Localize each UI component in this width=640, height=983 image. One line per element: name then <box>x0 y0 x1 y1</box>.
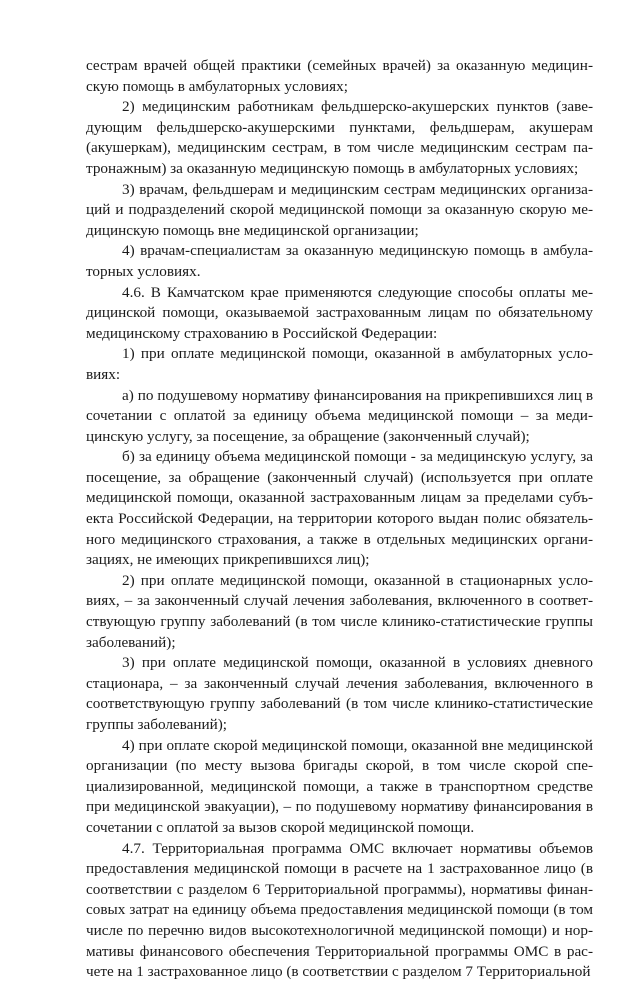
paragraph-item-4: 4) врачам-специалистам за оказанную медицинскую помощь в амбулаторных условиях. <box>86 242 593 280</box>
paragraph-payment-ambulance: 4) при оплате скорой медицинской помощи, оказанной вне медицинской организации (по месту вызова бригады скорой, в том числе скорой специализированной, медицинской помощи, а также в транспортном средстве при медицинской эвакуации), – по подушевому нормативу финансирования в сочетании с оплатой за вызов скорой медицинской помощи. <box>86 736 593 836</box>
paragraph-payment-outpatient: 1) при оплате медицинской помощи, оказанной в амбулаторных условиях: <box>86 345 593 383</box>
paragraph-item-2: 2) медицинским работникам фельдшерско-акушерских пунктов (заведующим фельдшерско-акушерскими пунктами, фельдшерам, акушерам (акушеркам), медицинским сестрам, в том числе медицинским сестрам патронажным) за оказанную медицинскую помощь в амбулаторных условиях; <box>86 98 593 177</box>
paragraph-payment-inpatient: 2) при оплате медицинской помощи, оказанной в стационарных условиях, – за законченный случай лечения заболевания, включенного в соответствующую группу заболеваний (в том числе клинико-статистические группы заболеваний); <box>86 571 593 651</box>
paragraph-subitem-b: б) за единицу объема медицинской помощи - за медицинскую услугу, за посещение, за обращение (законченный случай) (используется при оплате медицинской помощи, оказанной застрахованным лицам за пределами субъекта Российской Федерации, на территории которого выдан полис обязательного медицинского страхования, а также в отдельных медицинских организациях, не имеющих прикрепившихся лиц); <box>86 448 593 569</box>
paragraph-section-4-7: 4.7. Территориальная программа ОМС включает нормативы объемов предоставления медицинской помощи в расчете на 1 застрахованное лицо (в соответствии с разделом 6 Территориальной программы), нормативы финансовых затрат на единицу объема предоставления медицинской помощи (в том числе по перечню видов высокотехнологичной медицинской помощи) и нормативы финансового обеспечения Территориальной программы ОМС в расчете на 1 застрахованное лицо (в соответствии с разделом 7 Территориальной <box>86 839 593 981</box>
paragraph-section-4-6: 4.6. В Камчатском крае применяются следующие способы оплаты медицинской помощи, оказываемой застрахованным лицам по обязательному медицинскому страхованию в Российской Федерации: <box>86 283 593 342</box>
paragraph-payment-day-hospital: 3) при оплате медицинской помощи, оказанной в условиях дневного стационара, – за законченный случай лечения заболевания, включенного в соответствующую группу заболеваний (в том числе клинико-статистические группы заболеваний); <box>86 654 593 733</box>
paragraph-item-3: 3) врачам, фельдшерам и медицинским сестрам медицинских организаций и подразделений скорой медицинской помощи за оказанную скорую медицинскую помощь вне медицинской организации; <box>86 180 593 239</box>
paragraph-continuation: сестрам врачей общей практики (семейных врачей) за оказанную медицинскую помощь в амбулаторных условиях; <box>86 57 593 95</box>
paragraph-subitem-a: а) по подушевому нормативу финансирования на прикрепившихся лиц в сочетании с оплатой за единицу объема медицинской помощи – за медицинскую услугу, за посещение, за обращение (законченный случай); <box>86 386 593 445</box>
